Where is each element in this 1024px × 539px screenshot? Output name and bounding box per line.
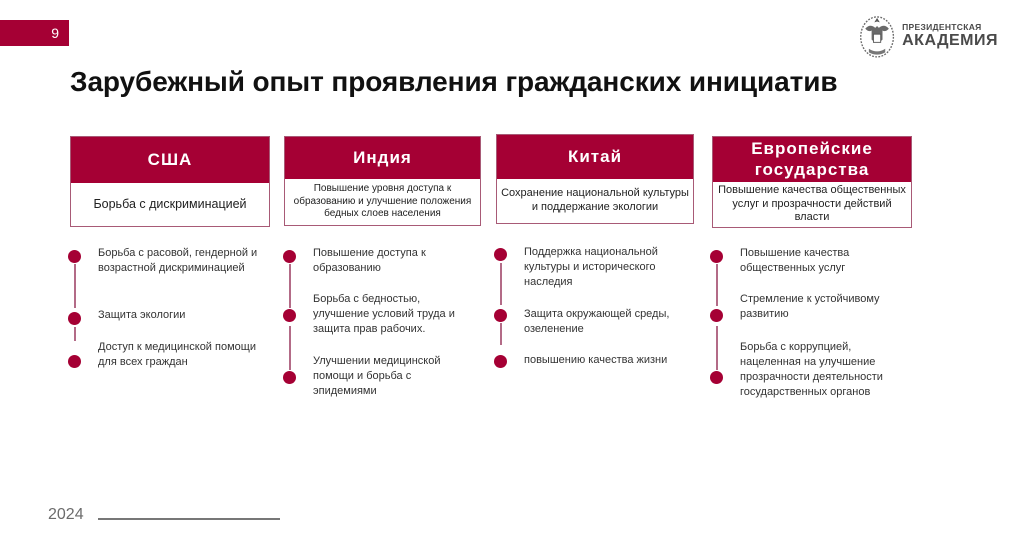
country-card <box>712 136 912 228</box>
bullet-dot-icon <box>710 309 723 322</box>
connector-line <box>74 264 76 308</box>
eagle-emblem-icon <box>858 10 896 62</box>
connector-line <box>500 263 502 305</box>
bullet-dot-icon <box>283 250 296 263</box>
card-summary: Борьба с дискриминацией <box>93 196 247 211</box>
column-europe <box>712 136 912 228</box>
connector-line <box>289 326 291 370</box>
logo-line2: АКАДЕМИЯ <box>902 32 998 50</box>
bullet-dot-icon <box>283 309 296 322</box>
bullet-dot-icon <box>710 250 723 263</box>
connector-line <box>716 264 718 306</box>
card-summary: Сохранение национальной культуры и поддержание экологии <box>501 187 689 213</box>
bullet-dot-icon <box>68 355 81 368</box>
list-india: Повышение доступа к образованию Борьба с бедностью, улучшение условий труда и защита прав рабочих. Улучшении медицинской помощи и борьба с эпидемиями <box>283 248 483 398</box>
footer-year: 2024 <box>48 506 84 523</box>
bullet-dot-icon <box>68 250 81 263</box>
country-card <box>284 136 481 226</box>
presidential-academy-logo <box>858 8 998 64</box>
connector-line <box>289 264 291 308</box>
list-usa: Борьба с расовой, гендерной и возрастной дискриминацией Защита экологии Доступ к медицинской помощи для всех граждан <box>68 248 278 378</box>
country-card <box>496 134 694 224</box>
list-europe: Повышение качества общественных услуг Стремление к устойчивому развитию Борьба с коррупцией, нацеленная на улучшение прозрачности деятельности государственных органов <box>710 248 920 408</box>
page-number-badge <box>0 20 69 46</box>
column-usa <box>70 136 270 227</box>
column-china <box>496 134 694 224</box>
connector-line <box>716 326 718 370</box>
country-card <box>70 136 270 227</box>
bullet-dot-icon <box>494 355 507 368</box>
column-india <box>284 136 481 226</box>
bullet-dot-icon <box>283 371 296 384</box>
card-summary: Повышение уровня доступа к образованию и улучшение положения бедных слоев населения <box>293 183 472 220</box>
connector-line <box>74 327 76 341</box>
card-header: США <box>71 137 269 183</box>
page-number: 9 <box>51 25 59 41</box>
connector-line <box>500 323 502 345</box>
list-china: Поддержка национальной культуры и исторического наследия Защита окружающей среды, озеленение повышению качества жизни <box>494 245 704 375</box>
card-header: Европейские государства <box>713 137 911 182</box>
slide-title: Зарубежный опыт проявления гражданских инициатив <box>70 66 838 97</box>
bullet-dot-icon <box>494 309 507 322</box>
card-header: Китай <box>497 135 693 179</box>
card-summary: Повышение качества общественных услуг и прозрачности действий власти <box>718 183 906 224</box>
footer-divider <box>98 518 280 520</box>
bullet-dot-icon <box>68 312 81 325</box>
bullet-dot-icon <box>710 371 723 384</box>
card-header: Индия <box>285 137 480 179</box>
bullet-dot-icon <box>494 248 507 261</box>
logo-line1: ПРЕЗИДЕНТСКАЯ <box>902 21 982 32</box>
